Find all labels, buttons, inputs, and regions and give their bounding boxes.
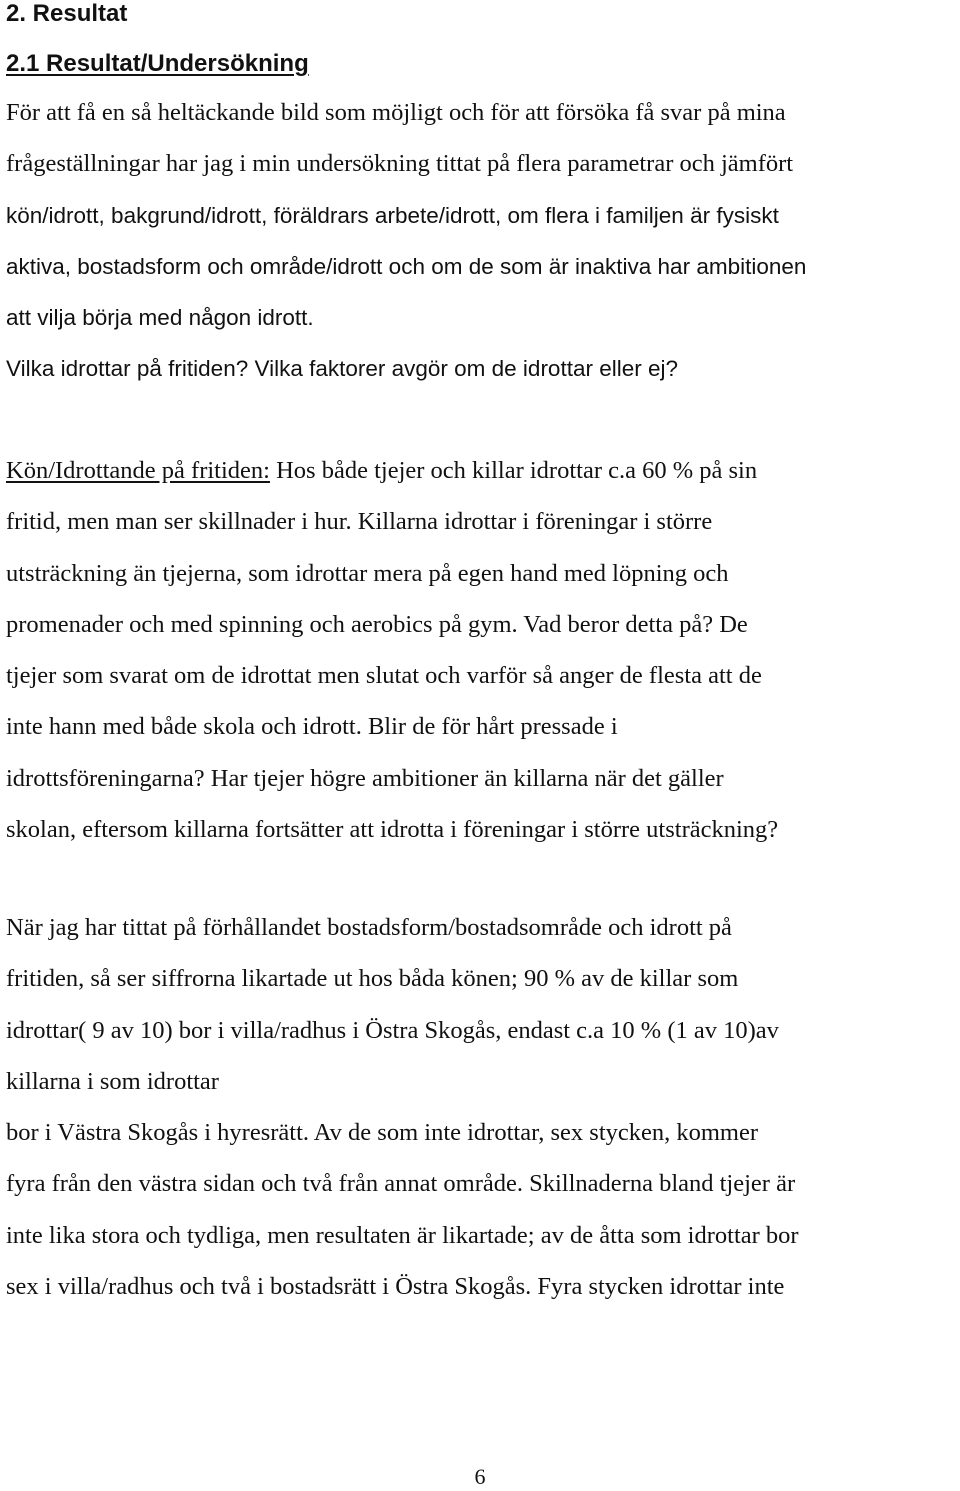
gender-line-1-text: Hos både tjejer och killar idrottar c.a 60 % på sin xyxy=(269,457,758,484)
intro-line-2: frågeställningar har jag i min undersökning tittat på flera parametrar och jämfört xyxy=(6,150,794,178)
gender-line-6: inte hann med både skola och idrott. Blir de för hårt pressade i xyxy=(6,713,618,741)
page-number: 6 xyxy=(474,1464,486,1489)
gender-line-3: utsträckning än tjejerna, som idrottar mera på egen hand med löpning och xyxy=(6,559,729,587)
gender-line-2: fritid, men man ser skillnader i hur. Killarna idrottar i föreningar i större xyxy=(6,508,713,536)
intro-line-3: kön/idrott, bakgrund/idrott, föräldrars arbete/idrott, om flera i familjen är fysiskt xyxy=(6,202,779,228)
housing-line-2: fritiden, så ser siffrorna likartade ut hos båda könen; 90 % av de killar som xyxy=(6,965,739,993)
gender-line-1 xyxy=(6,445,960,496)
housing-line-1: När jag har tittat på förhållandet bostadsform/bostadsområde och idrott på xyxy=(6,914,732,941)
intro-paragraph xyxy=(6,87,960,395)
gender-line-7: idrottsföreningarna? Har tjejer högre ambitioner än killarna när det gäller xyxy=(6,764,724,792)
section-heading: 2. Resultat xyxy=(6,0,128,27)
gender-line-4: promenader och med spinning och aerobics på gym. Vad beror detta på? De xyxy=(6,610,748,638)
housing-line-8: sex i villa/radhus och två i bostadsrätt i Östra Skogås. Fyra stycken idrottar inte xyxy=(6,1273,785,1301)
housing-line-4: killarna i som idrottar xyxy=(6,1067,219,1095)
housing-paragraph xyxy=(6,902,960,1312)
housing-line-3: idrottar( 9 av 10) bor i villa/radhus i Östra Skogås, endast c.a 10 % (1 av 10)av xyxy=(6,1016,779,1044)
intro-line-5: att vilja börja med någon idrott. xyxy=(6,305,314,331)
subsection-heading: 2.1 Resultat/Undersökning xyxy=(6,50,309,77)
gender-paragraph xyxy=(6,445,960,855)
housing-line-6: fyra från den västra sidan och två från annat område. Skillnaderna bland tjejer är xyxy=(6,1170,796,1198)
gender-line-8: skolan, eftersom killarna fortsätter att idrotta i föreningar i större utsträckning? xyxy=(6,816,779,844)
research-questions: Vilka idrottar på fritiden? Vilka faktorer avgör om de idrottar eller ej? xyxy=(6,356,679,382)
housing-line-5: bor i Västra Skogås i hyresrätt. Av de som inte idrottar, sex stycken, kommer xyxy=(6,1119,759,1147)
gender-line-5: tjejer som svarat om de idrottat men slutat och varför så anger de flesta att de xyxy=(6,662,762,690)
gender-section-label: Kön/Idrottande på fritiden: xyxy=(6,457,270,484)
housing-line-7: inte lika stora och tydliga, men resultaten är likartade; av de åtta som idrottar bor xyxy=(6,1221,799,1249)
intro-line-1: För att få en så heltäckande bild som möjligt och för att försöka få svar på mina xyxy=(6,99,786,126)
intro-line-4: aktiva, bostadsform och område/idrott och om de som är inaktiva har ambitionen xyxy=(6,253,807,279)
